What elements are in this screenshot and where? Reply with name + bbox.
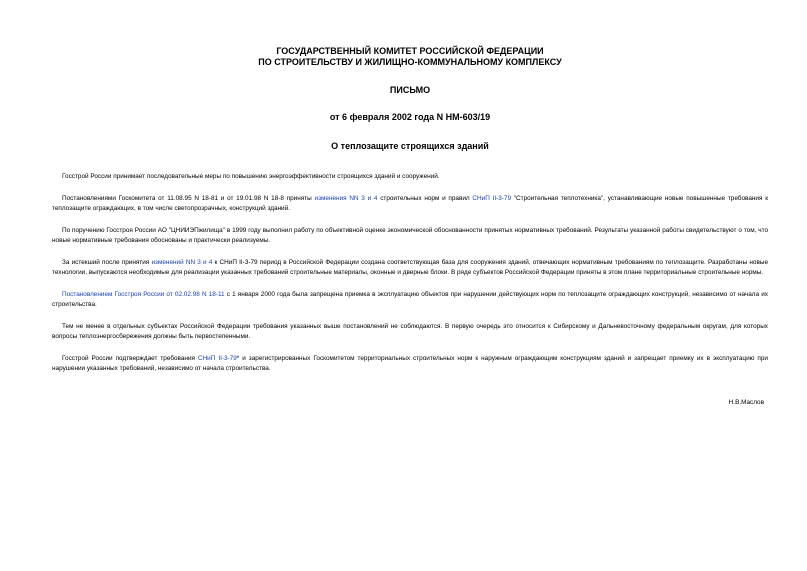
- document-date: от 6 февраля 2002 года N НМ-603/19: [329, 112, 491, 122]
- paragraph-text: к СНиП II-3-79 период в Российской Федерации создана соответствующая база для сооружения зданий, отвечающих нормативным требованиям по теплозащите. Разработаны новые технологии, выпускаются необходимые для реализации указанных требований строительные материалы, оконные и дверные блоки. В ряде субъектов Российской Федерации приняты в этом плане территориальные строительные нормы.: [52, 258, 768, 276]
- document-header: [52, 46, 768, 152]
- paragraph-text: За истекший после принятия: [62, 258, 152, 266]
- paragraph-2: [52, 194, 768, 215]
- paragraph-7: [52, 354, 768, 375]
- paragraph-text: строительных норм и правил: [377, 194, 473, 202]
- paragraph-text: * и зарегистрированных Госкомитетом территориальных строительных норм к наружным ограждающим конструкциям зданий и запрещает приемку их в эксплуатацию при нарушении указанных требований, независимо от начала строительства.: [52, 354, 768, 372]
- paragraph-4: [52, 258, 768, 279]
- document-type: ПИСЬМО: [389, 85, 431, 95]
- document-body: [52, 172, 768, 375]
- paragraph-6: [52, 322, 768, 343]
- paragraph-text: Госстрой России подтверждает требования: [62, 354, 198, 362]
- issuer-line-1: ГОСУДАРСТВЕННЫЙ КОМИТЕТ РОССИЙСКОЙ ФЕДЕРАЦИИ: [276, 46, 544, 56]
- document-title: О теплозащите строящихся зданий: [331, 141, 489, 151]
- link-snip-ii-3-79[interactable]: СНиП II-3-79: [197, 354, 237, 362]
- paragraph-text: с 1 января 2000 года была запрещена приемка в эксплуатацию объектов при нарушении действующих норм по теплозащите ограждающих конструкций, независимо от начала их строительства.: [52, 290, 769, 308]
- issuer-line-2: ПО СТРОИТЕЛЬСТВУ И ЖИЛИЩНО-КОММУНАЛЬНОМУ КОМПЛЕКСУ: [258, 57, 562, 67]
- link-amendments-3-4[interactable]: изменения NN 3 и 4: [314, 194, 378, 202]
- paragraph-text: Тем не менее в отдельных субъектах Российской Федерации требования указанных выше постановлений не соблюдаются. В первую очередь это относится к Сибирскому и Дальневосточному федеральным округам, для которых вопросы теплоэнергосбережения должны быть первостепенными.: [52, 322, 768, 340]
- link-snip-ii-3-79[interactable]: СНиП II-3-79: [472, 194, 512, 202]
- document-page: [52, 46, 769, 406]
- paragraph-5: [52, 290, 768, 311]
- paragraph-3: [52, 226, 768, 247]
- paragraph-text: "Строительная теплотехника", устанавливающие новые повышенные требования к теплозащите ограждающих, в том числе светопрозрачных, конструкций зданий.: [52, 194, 768, 212]
- paragraph-text: Постановлениями Госкомитета от 11.08.95 N 18-81 и от 19.01.98 N 18-8 приняты: [62, 194, 315, 202]
- link-gosstroy-resolution[interactable]: Постановлением Госстроя России от 02.02.98 N 18-11: [62, 290, 225, 298]
- paragraph-1: [52, 172, 768, 183]
- link-amendments-3-4[interactable]: изменений NN 3 и 4: [151, 258, 213, 266]
- paragraph-text: По поручению Госстроя России АО "ЦНИИЭПжилища" в 1999 году выполнил работу по объективной оценке экономической обоснованности принятых нормативных требований. Результаты указанной работы свидетельствуют о том, что новые нормативные требования обоснованы и практически реализуемы.: [52, 226, 768, 244]
- signature: Н.В.Маслов: [728, 399, 764, 406]
- paragraph-text: Госстрой России принимает последовательные меры по повышению энергоэффективности строящихся зданий и сооружений.: [62, 173, 440, 180]
